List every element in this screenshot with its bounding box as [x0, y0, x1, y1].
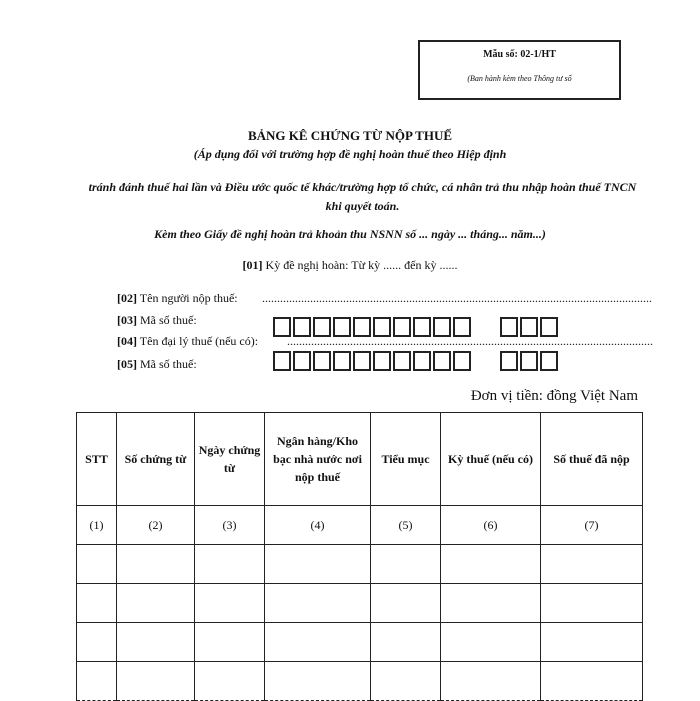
field-code: [03] — [117, 313, 137, 327]
field-code: [02] — [117, 291, 137, 305]
table-row — [77, 584, 643, 623]
period-text: Kỳ đề nghị hoàn: Từ kỳ ...... đến kỳ ...... — [265, 258, 458, 272]
subtitle-line-1: (Áp dụng đối với trường hợp đề nghị hoàn thuế theo Hiệp định — [193, 147, 507, 161]
column-number: (5) — [371, 506, 441, 545]
taxpayer-name-blank[interactable]: .................................................................................................................................. — [262, 291, 652, 305]
subtitle-line-3: Kèm theo Giấy đề nghị hoàn trả khoản thu NSNN số ... ngày ... tháng... năm...) — [154, 227, 546, 241]
header-stt: STT — [77, 413, 117, 506]
field-label: Mã số thuế: — [140, 357, 197, 371]
field-code: [04] — [117, 334, 137, 348]
field-label: Mã số thuế: — [140, 313, 197, 327]
column-number: (1) — [77, 506, 117, 545]
table-row — [77, 623, 643, 662]
taxpayer-name-field — [117, 291, 238, 306]
column-number: (3) — [195, 506, 265, 545]
column-number: (6) — [441, 506, 541, 545]
document-title: BẢNG KÊ CHỨNG TỪ NỘP THUẾ — [247, 128, 453, 143]
table-header-row — [77, 413, 643, 506]
currency-unit: Đơn vị tiền: đồng Việt Nam — [470, 388, 638, 404]
form-issued-note: (Ban hành kèm theo Thông tư số — [467, 74, 572, 83]
column-number: (2) — [117, 506, 195, 545]
table-row — [77, 545, 643, 584]
header-sub-item: Tiểu mục — [371, 413, 441, 506]
column-number-row — [77, 506, 643, 545]
field-code: [05] — [117, 357, 137, 371]
field-label: Tên đại lý thuế (nếu có): — [139, 334, 259, 348]
header-bank-treasury: Ngân hàng/Kho bạc nhà nước nơi nộp thuế — [265, 413, 371, 506]
tax-code-field — [117, 313, 197, 328]
header-tax-period: Kỳ thuế (nếu có) — [441, 413, 541, 506]
header-receipt-date: Ngày chứng từ — [195, 413, 265, 506]
form-code-box — [418, 40, 621, 100]
tax-agent-name-field — [117, 334, 258, 349]
table-row — [77, 662, 643, 701]
field-label: Tên người nộp thuế: — [139, 291, 238, 305]
header-tax-paid: Số thuế đã nộp — [541, 413, 643, 506]
tax-agent-name-blank[interactable]: .......................................................................................................................... — [287, 334, 653, 348]
form-code: Mẫu số: 02-1/HT — [483, 49, 556, 60]
column-number: (4) — [265, 506, 371, 545]
tax-receipt-table — [76, 412, 643, 701]
refund-period — [60, 258, 640, 273]
header-receipt-number: Số chứng từ — [117, 413, 195, 506]
agent-tax-code-branch-cells[interactable] — [500, 351, 560, 371]
column-number: (7) — [541, 506, 643, 545]
agent-tax-code-field — [117, 357, 197, 372]
period-code: [01] — [242, 258, 263, 272]
subtitle-line-2: tránh đánh thuế hai lần và Điều ước quốc tế khác/trường hợp tổ chức, cá nhân trả thu nhập hoàn thuế TNCN khi quyết toán. — [88, 180, 637, 213]
agent-tax-code-cells[interactable] — [273, 351, 473, 371]
